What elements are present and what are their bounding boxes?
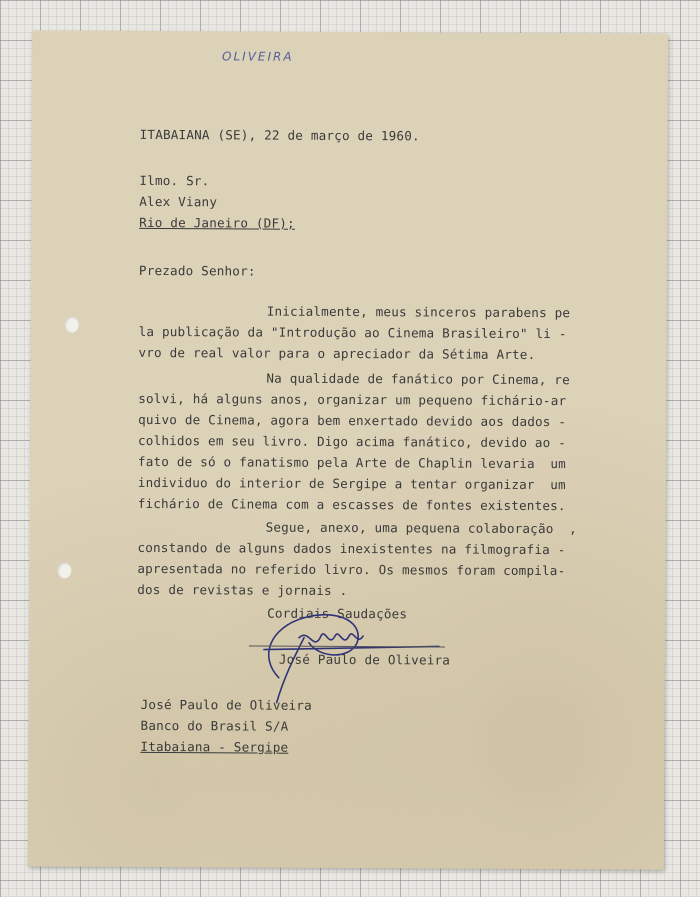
body-line: la publicação da "Introdução ao Cinema Brasileiro" li - xyxy=(138,323,567,342)
sender-city: Itabaiana - Sergipe xyxy=(140,738,289,755)
closing: Cordiais Saudações xyxy=(267,605,408,622)
punch-hole xyxy=(65,317,79,333)
body-line: Na qualidade de fanático por Cinema, re xyxy=(266,370,570,388)
body-line: vro de real valor para o apreciador da Sétima Arte. xyxy=(138,344,536,362)
body-line: individuo do interior de Sergipe a tentar organizar um xyxy=(137,474,566,493)
punch-hole xyxy=(57,562,71,578)
body-line: fato de só o fanatismo pela Arte de Chaplin levaria um xyxy=(137,453,566,472)
body-line: fichário de Cinema com a escasses de fontes existentes. xyxy=(137,495,566,514)
sender-bank: Banco do Brasil S/A xyxy=(140,717,289,734)
recipient-name: Alex Viany xyxy=(139,193,218,210)
body-line: dos de revistas e jornais . xyxy=(137,581,348,598)
body-line: Segue, anexo, uma pequena colaboração , xyxy=(265,519,577,537)
body-line: apresentada no referido livro. Os mesmos foram compila- xyxy=(137,560,566,579)
body-line: colhidos em seu livro. Digo acima fanático, devido ao - xyxy=(138,432,567,451)
salutation: Prezado Senhor: xyxy=(138,262,256,279)
body-line: solvi, há alguns anos, organizar um pequeno fichário-ar xyxy=(138,390,567,409)
recipient-title: Ilmo. Sr. xyxy=(139,172,210,189)
letter-page xyxy=(28,30,668,869)
sender-name: José Paulo de Oliveira xyxy=(140,696,312,713)
body-line: quivo de Cinema, agora bem enxertado devido aos dados - xyxy=(138,411,567,430)
recipient-city: Rio de Janeiro (DF); xyxy=(139,214,295,231)
signature-name: José Paulo de Oliveira xyxy=(278,651,451,668)
handwritten-annotation: OLIVEIRA xyxy=(222,49,294,64)
body-line: Inicialmente, meus sinceros parabens pe xyxy=(266,303,571,321)
body-line: constando de alguns dados inexistentes na filmografia - xyxy=(137,539,566,558)
place-date: ITABAIANA (SE), 22 de março de 1960. xyxy=(139,126,420,144)
